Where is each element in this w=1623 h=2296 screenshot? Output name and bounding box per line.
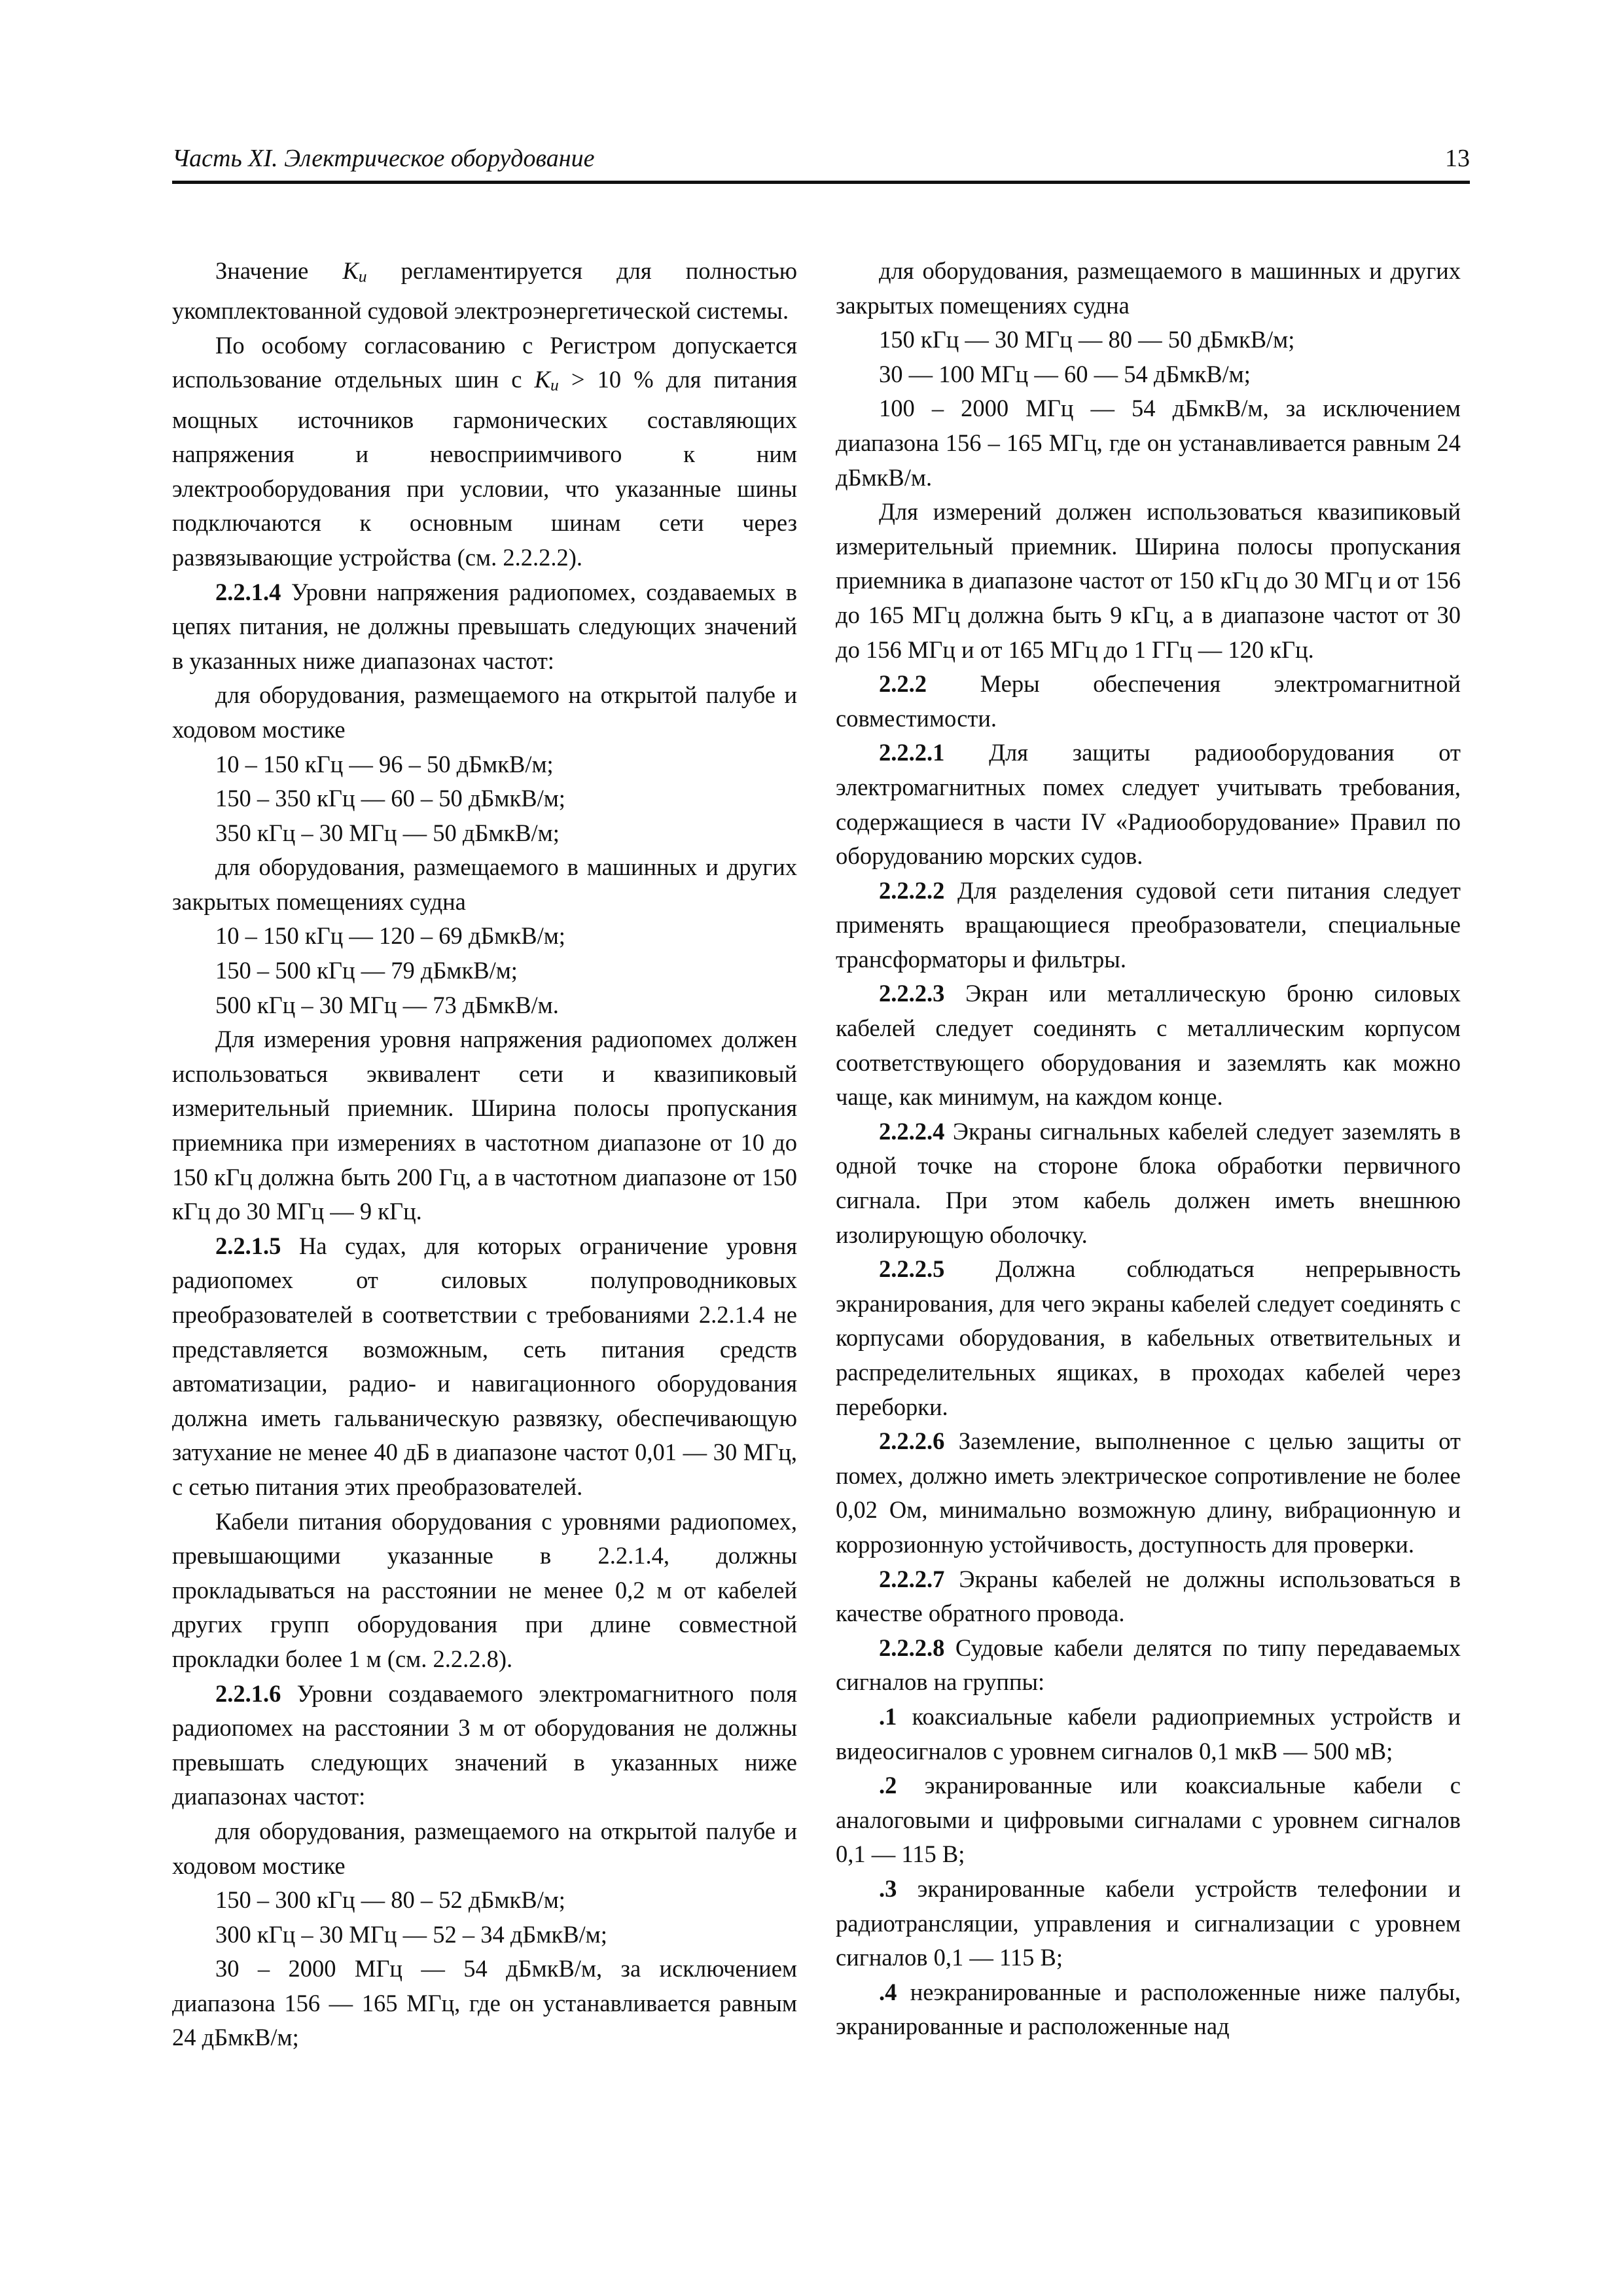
cable-group-item: .4 неэкранированные и расположенные ниже палубы, экранированные и расположенные над: [836, 1978, 1461, 2040]
section-number: 2.2.2.3: [879, 980, 945, 1007]
section-2-2-1-5: 2.2.1.5 На судах, для которых ограничение уровня радиопомех от силовых полупроводниковых преобразователей в соответствии с требованиями 2.2.1.4 не представляется возможным, сеть питания средств автоматизации, радио- и навигационного оборудования должна иметь гальваническую развязку, обеспечивающую затухание не менее 40 дБ в диапазоне частот 0,01 — 30 МГц, с сетью питания этих преобразователей.: [172, 1232, 797, 1500]
paragraph-ku-value: Значение Ku регламентируется для полностью укомплектованной судовой электроэнергетической системы.: [172, 257, 797, 325]
section-2-2-2: 2.2.2 Меры обеспечения электромагнитной совместимости.: [836, 670, 1461, 732]
limit-line-paragraph: 30 – 2000 МГц — 54 дБмкВ/м, за исключением диапазона 156 — 165 МГц, где он устанавливается равным 24 дБмкВ/м;: [172, 1955, 797, 2051]
paragraph-measurement: Для измерения уровня напряжения радиопомех должен использоваться эквивалент сети и квазипиковый измерительный приемник. Ширина полосы пропускания приемника при измерениях в частотном диапазоне от 10 до 150 кГц должна быть 200 Гц, а в частотном диапазоне от 150 кГц до 30 МГц — 9 кГц.: [172, 1026, 797, 1225]
section-number: 2.2.2: [879, 670, 927, 698]
section-2-2-1-6: 2.2.1.6 Уровни создаваемого электромагнитного поля радиопомех на расстоянии 3 м от оборудования не должны превышать следующих значений в указанных ниже диапазонах частот:: [172, 1679, 797, 1810]
section-number: 2.2.2.8: [879, 1634, 945, 1661]
section-number: 2.2.2.2: [879, 876, 945, 904]
ku-symbol: Ku: [534, 366, 559, 395]
item-number: .2: [879, 1772, 897, 1799]
limit-line: 300 кГц – 30 МГц — 52 – 34 дБмкВ/м;: [215, 1920, 607, 1948]
paragraph-open-deck-field: для оборудования, размещаемого на открытой палубе и ходовом мостике: [172, 1817, 797, 1879]
limit-line: 30 — 100 МГц — 60 — 54 дБмкВ/м;: [879, 360, 1251, 387]
item-number: .4: [879, 1978, 897, 2005]
section-2-2-2-8: 2.2.2.8 Судовые кабели делятся по типу передаваемых сигналов на группы:: [836, 1634, 1461, 1696]
ku-symbol: Ku: [342, 257, 367, 286]
section-number: 2.2.2.5: [879, 1255, 945, 1283]
limit-line: 150 – 500 кГц — 79 дБмкВ/м;: [215, 957, 518, 984]
section-2-2-2-6: 2.2.2.6 Заземление, выполненное с целью защиты от помех, должно иметь электрическое сопротивление не более 0,02 Ом, минимально возможную длину, вибрационную и коррозионную устойчивость, доступность для проверки.: [836, 1427, 1461, 1558]
section-number: 2.2.2.4: [879, 1117, 945, 1145]
section-number: 2.2.2.1: [879, 739, 945, 766]
paragraph-power-cables: Кабели питания оборудования с уровнями радиопомех, превышающими указанные в 2.2.1.4, должны прокладываться на расстоянии не менее 0,2 м от кабелей других групп оборудования при длине совместной прокладки более 1 м (см. 2.2.2.8).: [172, 1507, 797, 1672]
limit-line: 500 кГц – 30 МГц — 73 дБмкВ/м.: [215, 991, 559, 1018]
limit-line-paragraph: 100 – 2000 МГц — 54 дБмкВ/м, за исключением диапазона 156 – 165 МГц, где он устанавливается равным 24 дБмкВ/м.: [836, 395, 1461, 491]
section-number: 2.2.2.6: [879, 1427, 945, 1455]
cable-group-item: .1 коаксиальные кабели радиоприемных устройств и видеосигналов с уровнем сигналов 0,1 мкВ — 500 мВ;: [836, 1702, 1461, 1765]
running-header: [172, 143, 1470, 184]
section-2-2-2-2: 2.2.2.2 Для разделения судовой сети питания следует применять вращающиеся преобразователи, специальные трансформаторы и фильтры.: [836, 876, 1461, 973]
paragraph-open-deck: для оборудования, размещаемого на открытой палубе и ходовом мостике: [172, 681, 797, 743]
section-number: 2.2.1.4: [215, 578, 281, 605]
page-number: 13: [1445, 145, 1470, 172]
cable-group-item: .3 экранированные кабели устройств телефонии и радиотрансляции, управления и сигнализации с уровнем сигналов 0,1 — 115 В;: [836, 1874, 1461, 1971]
left-column: [172, 254, 797, 2055]
paragraph-machinery-field: для оборудования, размещаемого в машинных и других закрытых помещениях судна: [836, 257, 1461, 319]
section-2-2-2-1: 2.2.2.1 Для защиты радиооборудования от электромагнитных помех следует учитывать требования, содержащиеся в части IV «Радиооборудование» Правил по оборудованию морских судов.: [836, 739, 1461, 870]
limit-line: 150 – 300 кГц — 80 – 52 дБмкВ/м;: [215, 1886, 565, 1914]
right-column: [836, 254, 1461, 2044]
section-2-2-2-4: 2.2.2.4 Экраны сигнальных кабелей следует заземлять в одной точке на стороне блока обработки первичного сигнала. При этом кабель должен иметь внешнюю изолирующую оболочку.: [836, 1117, 1461, 1248]
limit-line: 350 кГц – 30 МГц — 50 дБмкВ/м;: [215, 819, 560, 846]
paragraph-register-agreement: По особому согласованию с Регистром допускается использование отдельных шин с Ku > 10 % для питания мощных источников гармонических составляющих напряжения и невосприимчивого к ним электрооборудования при условии, что указанные шины подключаются к основным шинам сети через развязывающие устройства (см. 2.2.2.2).: [172, 331, 797, 571]
section-number: 2.2.1.5: [215, 1232, 281, 1259]
section-2-2-2-7: 2.2.2.7 Экраны кабелей не должны использоваться в качестве обратного провода.: [836, 1565, 1461, 1627]
header-title: Часть XI. Электрическое оборудование: [172, 145, 595, 172]
limit-line: 10 – 150 кГц — 96 – 50 дБмкВ/м;: [215, 750, 554, 778]
limit-line: 150 – 350 кГц — 60 – 50 дБмкВ/м;: [215, 785, 565, 812]
limit-line: 10 – 150 кГц — 120 – 69 дБмкВ/м;: [215, 922, 565, 950]
paragraph-measurement-field: Для измерений должен использоваться квазипиковый измерительный приемник. Ширина полосы пропускания приемника в диапазоне частот от 150 кГц до 30 МГц и от 156 до 165 МГц должна быть 9 кГц, а в диапазоне частот от 30 до 156 МГц и от 165 МГц до 1 ГГц — 120 кГц.: [836, 498, 1461, 663]
section-2-2-2-5: 2.2.2.5 Должна соблюдаться непрерывность экранирования, для чего экраны кабелей следует соединять с корпусами оборудования, в кабельных ответвительных и распределительных ящиках, в проходах кабелей через переборки.: [836, 1255, 1461, 1420]
section-2-2-1-4: 2.2.1.4 Уровни напряжения радиопомех, создаваемых в цепях питания, не должны превышать следующих значений в указанных ниже диапазонах частот:: [172, 578, 797, 674]
limit-line: 150 кГц — 30 МГц — 80 — 50 дБмкВ/м;: [879, 326, 1295, 353]
section-number: 2.2.1.6: [215, 1679, 281, 1707]
cable-group-item: .2 экранированные или коаксиальные кабели с аналоговыми и цифровыми сигналами с уровнем сигналов 0,1 — 115 В;: [836, 1772, 1461, 1868]
section-number: 2.2.2.7: [879, 1565, 945, 1592]
section-2-2-2-3: 2.2.2.3 Экран или металлическую броню силовых кабелей следует соединять с металлическим корпусом соответствующего оборудования и заземлять как можно чаще, как минимум, на каждом конце.: [836, 980, 1461, 1111]
paragraph-machinery: для оборудования, размещаемого в машинных и других закрытых помещениях судна: [172, 853, 797, 915]
item-number: .1: [879, 1702, 897, 1730]
item-number: .3: [879, 1874, 897, 1902]
